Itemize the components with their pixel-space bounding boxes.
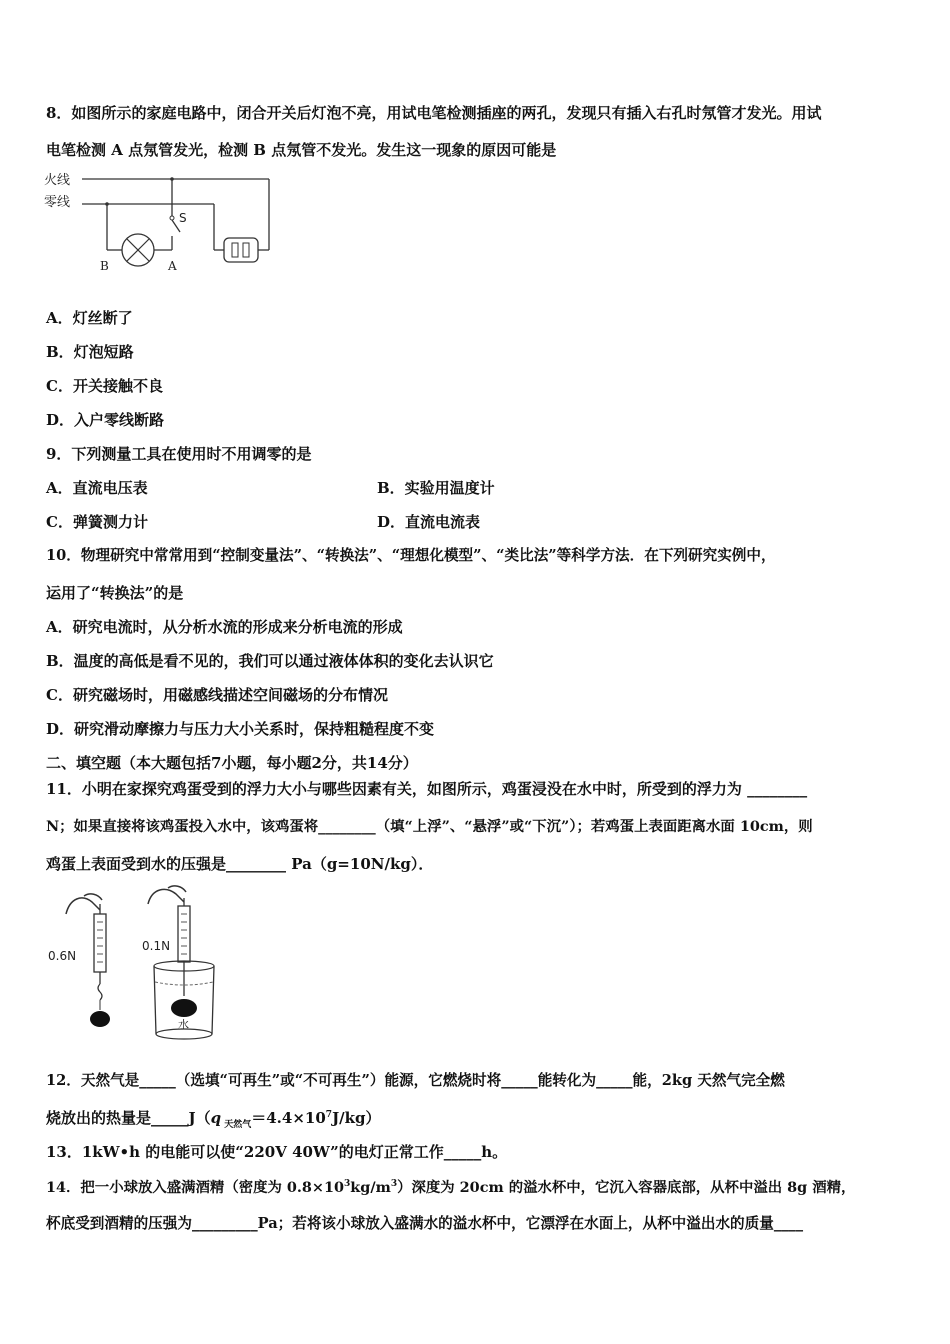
q10-option-a: A．研究电流时，从分析水流的形成来分析电流的形成	[46, 618, 403, 636]
q8-option-d: D．入户零线断路	[46, 411, 165, 429]
q10-option-b: B．温度的高低是看不见的，我们可以通过液体体积的变化去认识它	[46, 652, 494, 670]
q9-option-b: B．实验用温度计	[377, 479, 495, 497]
q9-option-c: C．弹簧测力计	[46, 513, 148, 531]
q12-stem-line-2: 烧放出的热量是_____J（q $_{天然气}=4.4\times 10^7J/kg$）	[46, 1109, 381, 1130]
q9-stem: 9．下列测量工具在使用时不用调零的是	[46, 445, 312, 463]
q14-stem-line-2: 杯底受到酒精的压强为_________Pa；若将该小球放入盛满水的溢水杯中，它漂浮在水面上，从杯中溢出水的质量____	[46, 1215, 804, 1232]
q11-stem-line-3: 鸡蛋上表面受到水的压强是________ Pa（g=10N/kg）．	[46, 855, 434, 873]
q8-stem-line-2: 电笔检测 A 点氖管发光，检测 B 点氖管不发光。发生这一现象的原因可能是	[46, 141, 557, 159]
q10-stem-line-2: 运用了“转换法”的是	[46, 584, 184, 602]
q8-option-a: A．灯丝断了	[46, 309, 133, 327]
q9-option-a: A．直流电压表	[46, 479, 148, 497]
q11-stem-line-2: N；如果直接将该鸡蛋投入水中，该鸡蛋将________（填“上浮”、“悬浮”或“下沉”）；若鸡蛋上表面距离水面 10cm，则	[46, 818, 813, 835]
point-a-label: A	[168, 259, 177, 273]
q13-stem: 13．1kW•h 的电能可以使“220V 40W”的电灯正常工作_____h。	[46, 1143, 508, 1161]
socket-icon	[224, 238, 258, 262]
q9-option-d: D．直流电流表	[377, 513, 481, 531]
q11-stem-line-1: 11．小明在家探究鸡蛋受到的浮力大小与哪些因素有关，如图所示，鸡蛋浸没在水中时，所受到的浮力为 ________	[46, 780, 808, 798]
section-2-heading: 二、填空题（本大题包括7小题，每小题2分，共14分）	[46, 754, 418, 772]
q14-stem-line-1: 14．把一小球放入盛满酒精（密度为 $0.8\times 10^3kg/m^3$）深度为 20cm 的溢水杯中，它沉入容器底部，从杯中溢出 8g 酒精，	[46, 1179, 856, 1196]
q10-stem-line-1: 10．物理研究中常常用到“控制变量法”、“转换法”、“理想化模型”、“类比法”等科学方法．在下列研究实例中，	[46, 547, 776, 564]
q10-option-d: D．研究滑动摩擦力与压力大小关系时，保持粗糙程度不变	[46, 720, 435, 738]
neutral-wire-label: 零线	[44, 195, 71, 210]
q11-spring-scale-figure	[44, 884, 234, 1044]
live-wire-label: 火线	[44, 173, 71, 188]
q10-option-c: C．研究磁场时，用磁感线描述空间磁场的分布情况	[46, 686, 388, 704]
egg-icon	[171, 999, 197, 1017]
water-label: 水	[178, 1018, 189, 1031]
point-b-label: B	[100, 259, 109, 273]
q8-option-b: B．灯泡短路	[46, 343, 134, 361]
switch-label: S	[179, 211, 187, 225]
reading-left-label: 0.6N	[48, 949, 77, 963]
q12-stem-line-1: 12．天然气是_____（选填“可再生”或“不可再生”）能源，它燃烧时将_____能转化为_____能，2kg 天然气完全燃	[46, 1072, 785, 1089]
reading-right-label: 0.1N	[142, 939, 171, 953]
q8-option-c: C．开关接触不良	[46, 377, 163, 395]
q8-stem-line-1: 8．如图所示的家庭电路中，闭合开关后灯泡不亮，用试电笔检测插座的两孔，发现只有插入右孔时氖管才发光。用试	[46, 104, 822, 122]
switch-icon	[170, 216, 174, 220]
q8-circuit-diagram	[44, 170, 284, 280]
